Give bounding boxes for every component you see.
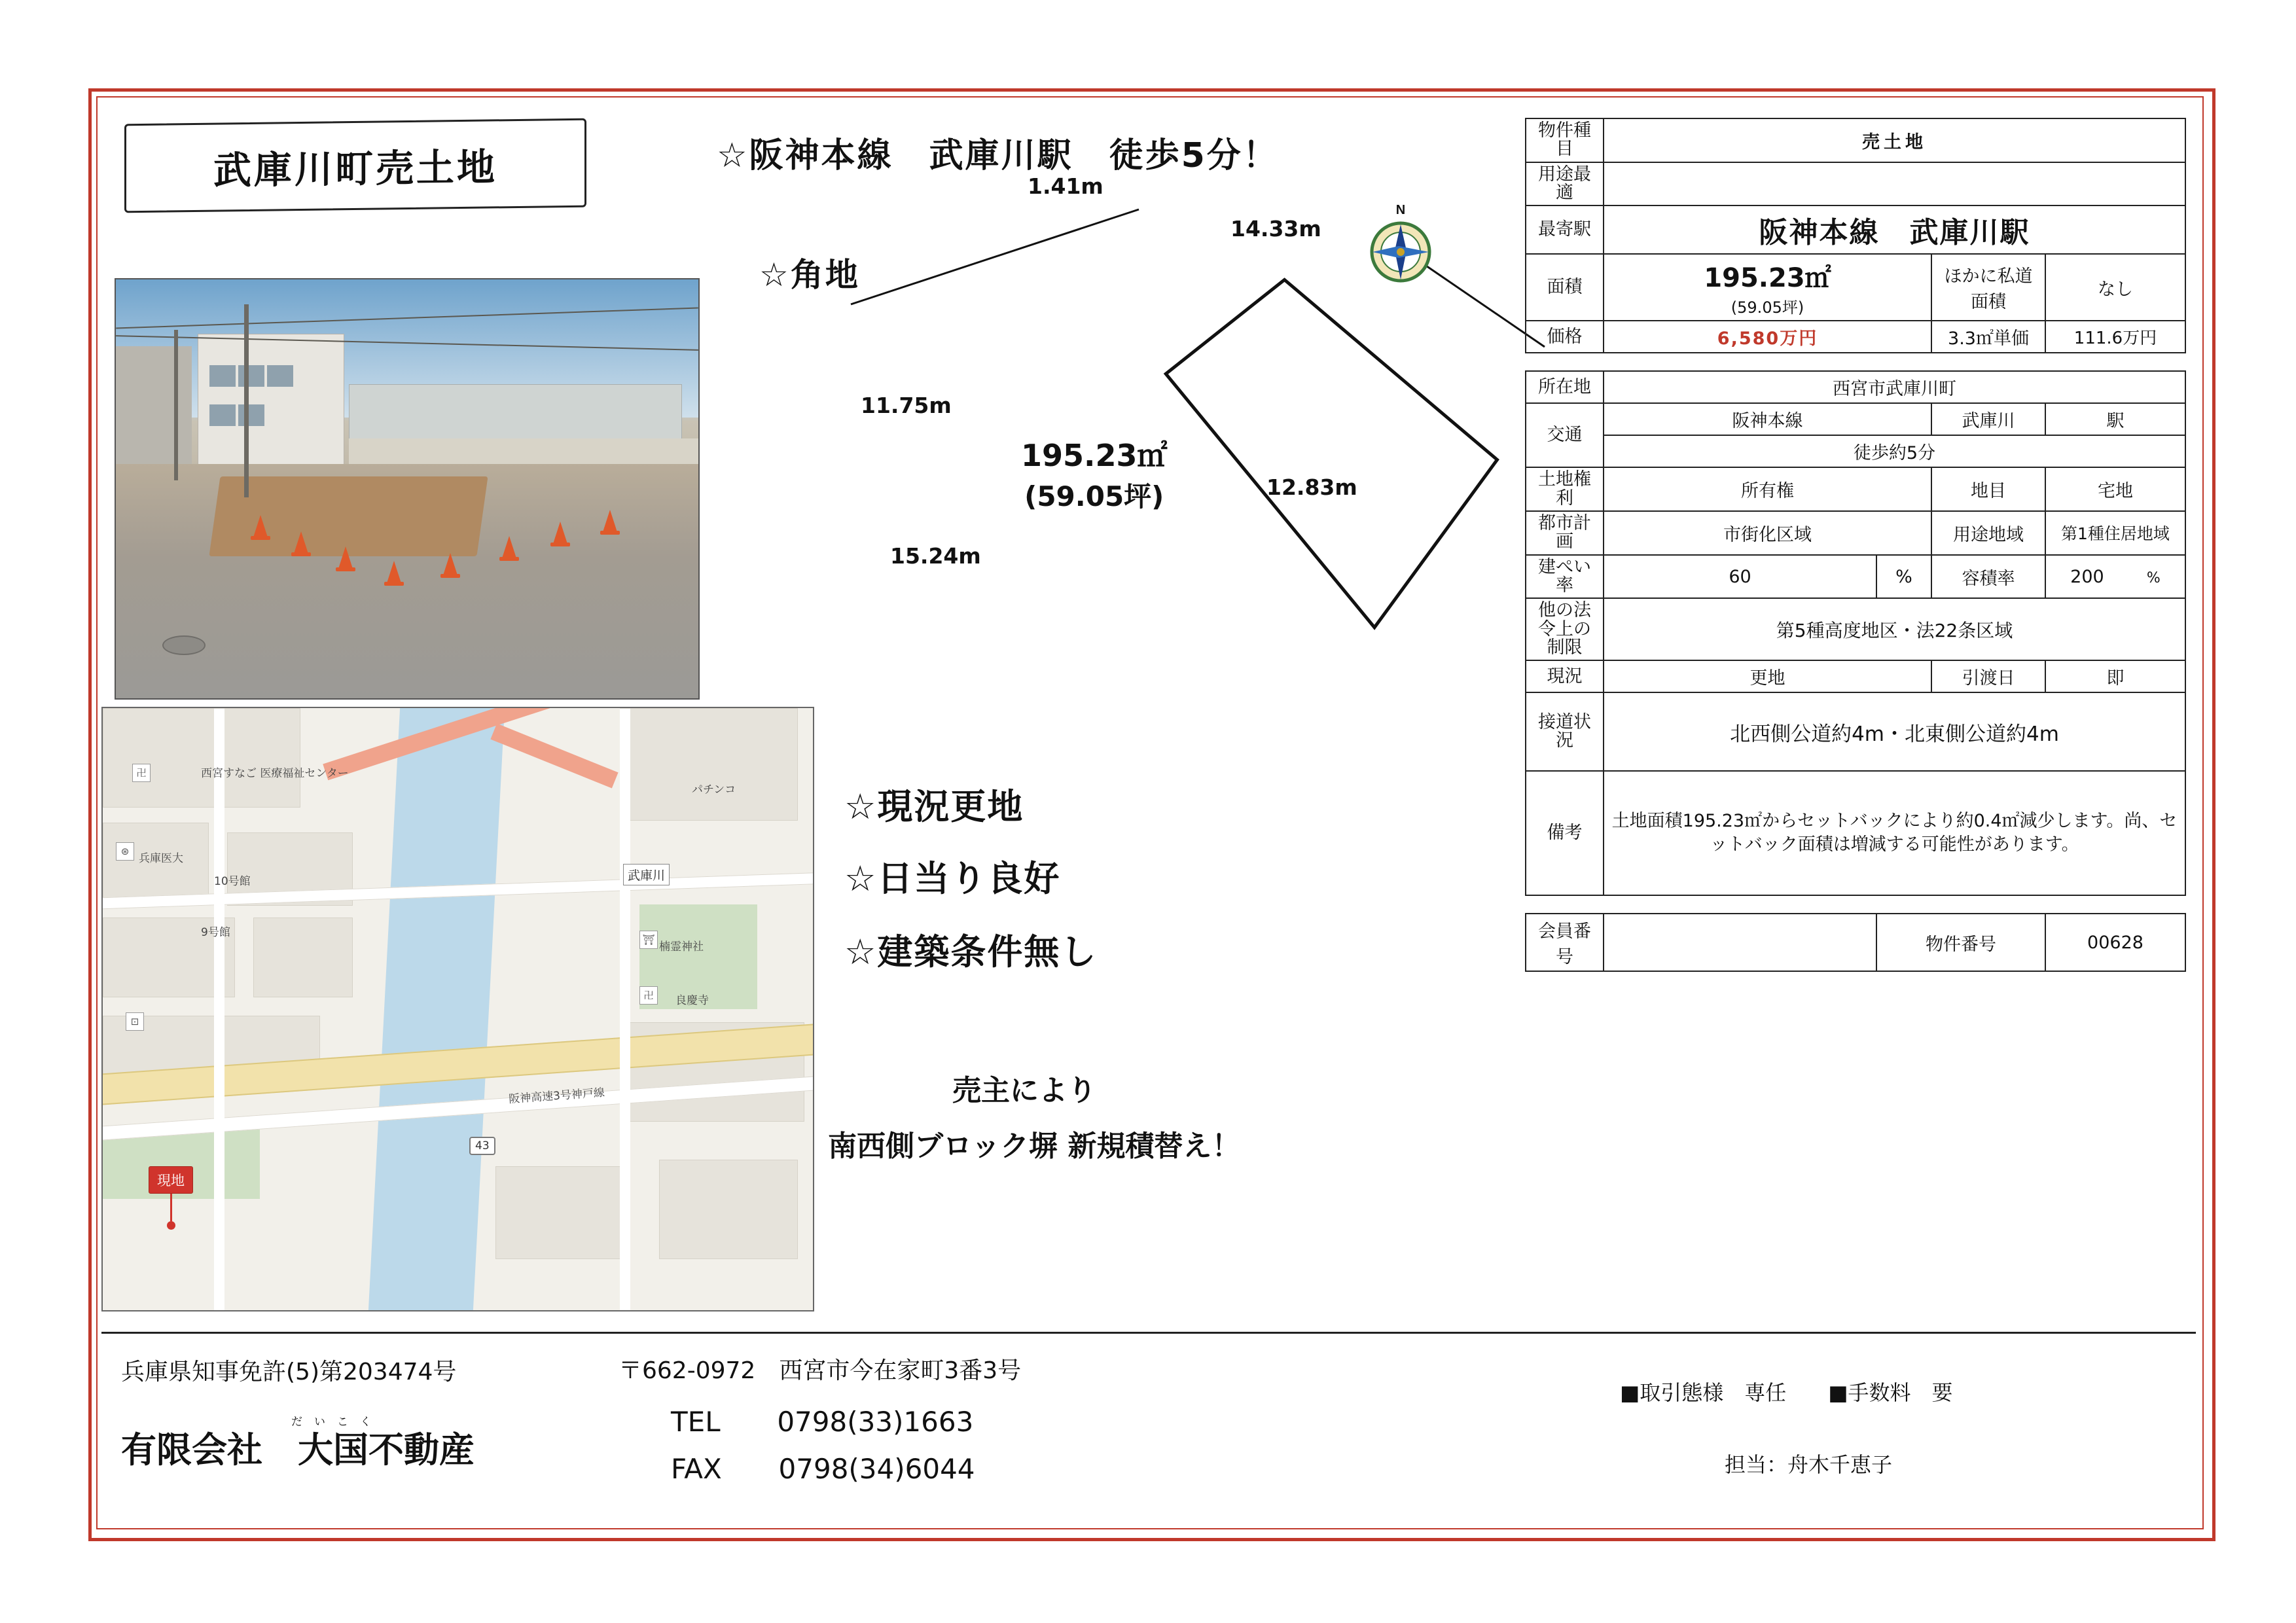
map-river	[368, 707, 505, 1311]
map-label: 10号館	[214, 875, 251, 888]
table-row	[1526, 371, 2185, 403]
headline-train: ☆阪神本線 武庫川駅 徒歩5分！	[717, 136, 1279, 175]
table-row	[1526, 254, 2185, 321]
cell-label-frontage: 接道状況	[1526, 692, 1604, 771]
footer-company-ruby: だいこく	[291, 1416, 383, 1429]
cell-value-eki: 駅	[2045, 403, 2185, 435]
cell-value-address: 西宮市武庫川町	[1604, 371, 2185, 403]
edge-label-top-left: 1.41m	[1028, 173, 1103, 199]
photo-utility-pole	[244, 304, 249, 497]
photo-lot-dirt	[209, 476, 488, 556]
table-row	[1526, 435, 2185, 467]
parcel-area-sqm: 195.23㎡	[1021, 438, 1168, 473]
cell-value-type: 売土地	[1604, 118, 2185, 162]
map-site-pin-label: 現地	[149, 1166, 193, 1194]
parcel-area-tsubo: (59.05坪)	[1024, 480, 1164, 512]
photo-manhole	[162, 635, 206, 655]
traffic-cone-icon	[443, 553, 457, 575]
footer-address: 〒662-0972 西宮市今在家町3番3号	[619, 1357, 1022, 1384]
cell-value-landcat: 宅地	[2045, 467, 2185, 511]
cell-label-use: 用途最適	[1526, 162, 1604, 206]
cell-value-member-no	[1604, 914, 1876, 971]
table-row	[1526, 914, 2185, 971]
cell-value-use	[1604, 162, 2185, 206]
map-label: 兵庫医大	[139, 852, 183, 865]
table-row	[1526, 555, 2185, 599]
cell-label-other-law: 他の法令上の制限	[1526, 598, 1604, 660]
footer-tel	[671, 1406, 973, 1438]
cell-label-remarks: 備考	[1526, 771, 1604, 895]
cell-label-status: 現況	[1526, 660, 1604, 692]
headline-bullet-2: ☆日当り良好	[844, 858, 1061, 899]
traffic-cone-icon	[603, 510, 617, 532]
far-value: 200	[2070, 566, 2104, 587]
map-label: 9号館	[201, 926, 230, 939]
traffic-cone-icon	[338, 546, 353, 569]
photo-utility-pole	[174, 330, 178, 480]
edge-label-left: 11.75m	[861, 393, 952, 418]
table-row	[1526, 403, 2185, 435]
cell-value-cityplan: 市街化区域	[1604, 511, 1931, 555]
cell-value-station-name: 武庫川	[1931, 403, 2045, 435]
cell-label-zoning: 用途地域	[1931, 511, 2045, 555]
cell-value-unit-price: 111.6万円	[2045, 321, 2185, 353]
cell-value-other-law: 第5種高度地区・法22条区域	[1604, 598, 2185, 660]
cell-label-property-no: 物件番号	[1876, 914, 2045, 971]
table-row	[1526, 118, 2185, 162]
traffic-cone-icon	[553, 522, 567, 544]
table-row	[1526, 660, 2185, 692]
footer-tel-label: TEL	[671, 1406, 721, 1438]
location-map: 卍 ⊛ ⊡ ⛩ 卍 西宮すなご 医療福祉センター 兵庫医大 10号館 9号館 パチンコ 楠霊神社 良慶寺 阪神高速3号神戸線 武庫川 43 現地	[101, 707, 814, 1311]
table-spacer	[1526, 353, 2185, 371]
traffic-cone-icon	[502, 536, 516, 558]
cell-value-walk: 徒歩約5分	[1604, 435, 2185, 467]
cell-label-address: 所在地	[1526, 371, 1604, 403]
table-row	[1526, 162, 2185, 206]
headline-seller-2: 南西側ブロック塀 新規積替え！	[828, 1130, 1241, 1163]
cell-label-price: 価格	[1526, 321, 1604, 353]
cell-value-rights: 所有権	[1604, 467, 1931, 511]
cell-value-line: 阪神本線	[1604, 403, 1931, 435]
cell-value-remarks: 土地面積195.23㎡からセットバックにより約0.4㎡減少します。尚、セットバック面積は増減する可能性があります。	[1604, 771, 2185, 895]
map-label: パチンコ	[692, 783, 736, 796]
footer	[101, 1332, 2196, 1524]
property-spec-table	[1525, 118, 2186, 972]
cell-label-private-road: ほかに私道面積	[1931, 254, 2045, 321]
area-tsubo-value: (59.05坪)	[1731, 298, 1804, 317]
footer-contact-person: 担当：舟木千恵子	[1725, 1452, 1893, 1477]
cell-value-far	[2045, 555, 2185, 599]
table-row	[1526, 771, 2185, 895]
footer-tel-number: 0798(33)1663	[777, 1406, 974, 1438]
table-row	[1526, 598, 2185, 660]
map-label: 楠霊神社	[659, 940, 704, 954]
page-title	[124, 118, 586, 213]
photo-building-main	[198, 334, 345, 473]
map-road	[620, 708, 630, 1311]
cell-value-station: 阪神本線 武庫川駅	[1604, 205, 2185, 254]
headline-bullet-1: ☆現況更地	[844, 786, 1024, 827]
compass-rose	[1365, 203, 1437, 288]
cell-unit-coverage: %	[1876, 555, 1931, 599]
table-row	[1526, 511, 2185, 555]
footer-company: 有限会社 大国不動産	[121, 1429, 475, 1471]
cell-value-private-road: なし	[2045, 254, 2185, 321]
photo-building-left	[116, 346, 192, 472]
cell-label-coverage: 建ぺい率	[1526, 555, 1604, 599]
cell-value-property-no: 00628	[2045, 914, 2185, 971]
traffic-cone-icon	[253, 515, 268, 537]
cell-label-cityplan: 都市計画	[1526, 511, 1604, 555]
cell-label-area: 面積	[1526, 254, 1604, 321]
headline-bullet-3: ☆建築条件無し	[844, 931, 1098, 972]
photo-fence	[349, 438, 698, 463]
cell-label-station: 最寄駅	[1526, 205, 1604, 254]
table-row	[1526, 467, 2185, 511]
cell-value-price: 6,580万円	[1604, 321, 1931, 353]
footer-transaction-type: ■取引態様 専任 ■手数料 要	[1620, 1380, 1953, 1405]
map-site-pin	[149, 1166, 193, 1230]
cell-label-rights: 土地権利	[1526, 467, 1604, 511]
cell-value-handover: 即	[2045, 660, 2185, 692]
cell-label-access: 交通	[1526, 403, 1604, 467]
table-row	[1526, 321, 2185, 353]
cell-label-unit-price: 3.3㎡単価	[1931, 321, 2045, 353]
cell-value-area	[1604, 254, 1931, 321]
map-road	[214, 708, 224, 1311]
edge-label-bottom: 15.24m	[890, 543, 981, 569]
site-photo	[115, 278, 700, 700]
cell-label-landcat: 地目	[1931, 467, 2045, 511]
footer-fax	[671, 1453, 975, 1485]
far-unit: %	[2146, 569, 2161, 586]
cell-label-far: 容積率	[1931, 555, 2045, 599]
area-sqm-value: 195.23㎡	[1704, 263, 1831, 294]
map-station-label: 武庫川	[623, 864, 670, 885]
compass-north-label: N	[1395, 203, 1406, 217]
table-spacer	[1526, 895, 2185, 914]
cell-value-zoning: 第1種住居地域	[2045, 511, 2185, 555]
footer-fax-number: 0798(34)6044	[778, 1453, 975, 1485]
map-railway	[490, 723, 618, 788]
parcel-area	[1021, 432, 1168, 514]
footer-fax-label: FAX	[671, 1453, 722, 1485]
cell-label-handover: 引渡日	[1931, 660, 2045, 692]
edge-label-top-right: 14.33m	[1230, 216, 1321, 241]
page-title-text: 武庫川町売土地	[213, 145, 497, 193]
edge-label-right: 12.83m	[1266, 474, 1357, 500]
cell-value-coverage: 60	[1604, 555, 1876, 599]
headline-seller-1: 売主により	[952, 1074, 1096, 1107]
map-label: 良慶寺	[675, 994, 709, 1007]
map-route-shield: 43	[469, 1137, 495, 1155]
cell-value-frontage: 北西側公道約4m・北東側公道約4m	[1604, 692, 2185, 771]
cell-label-member-no: 会員番号	[1526, 914, 1604, 971]
headline-corner-lot: ☆角地	[759, 256, 860, 294]
map-label: 西宮すなご 医療福祉センター	[201, 767, 349, 780]
cell-label-type: 物件種目	[1526, 118, 1604, 162]
cell-value-status: 更地	[1604, 660, 1931, 692]
traffic-cone-icon	[294, 531, 308, 554]
traffic-cone-icon	[387, 561, 401, 583]
table-row	[1526, 692, 2185, 771]
footer-license: 兵庫県知事免許(5)第203474号	[121, 1359, 457, 1385]
map-label: 阪神高速3号神戸線	[508, 1086, 605, 1107]
table-row	[1526, 205, 2185, 254]
